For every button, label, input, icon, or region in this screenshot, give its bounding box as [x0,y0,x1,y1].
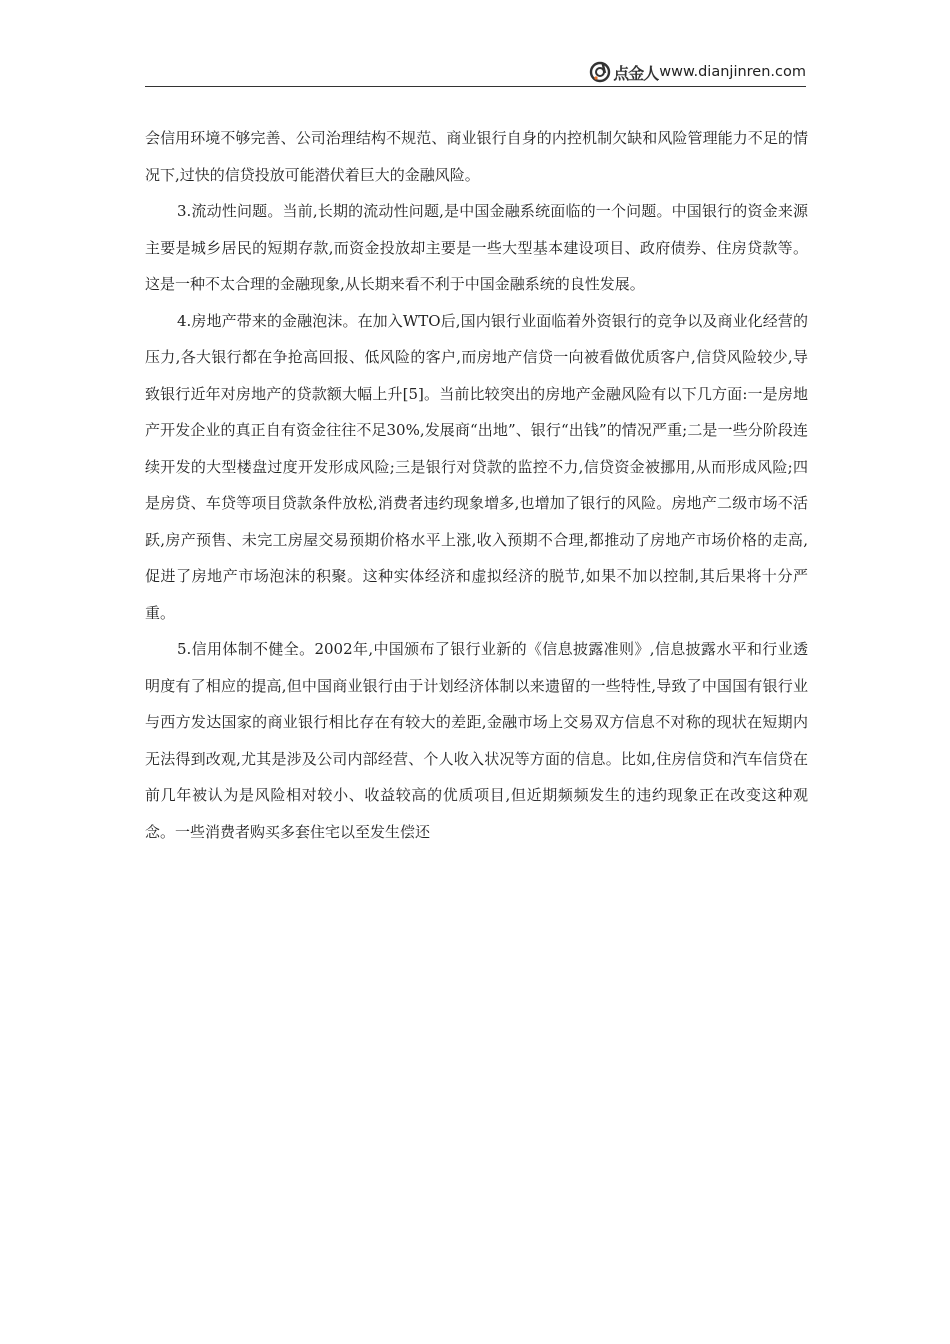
site-logo[interactable] [589,60,806,84]
site-url[interactable]: www.dianjinren.com [659,64,806,80]
paragraph: 5.信用体制不健全。2002年,中国颁布了银行业新的《信息披露准则》,信息披露水平和行业透明度有了相应的提高,但中国商业银行由于计划经济体制以来遗留的一些特性,导致了中国国有银行业与西方发达国家的商业银行相比存在有较大的差距,金融市场上交易双方信息不对称的现状在短期内无法得到改观,尤其是涉及公司内部经营、个人收入状况等方面的信息。比如,住房信贷和汽车信贷在前几年被认为是风险相对较小、收益较高的优质项目,但近期频频发生的违约现象正在改变这种观念。一些消费者购买多套住宅以至发生偿还 [145,640,808,841]
page-header [145,56,806,87]
paragraph: 3.流动性问题。当前,长期的流动性问题,是中国金融系统面临的一个问题。中国银行的资金来源主要是城乡居民的短期存款,而资金投放却主要是一些大型基本建设项目、政府债券、住房贷款等。这是一种不太合理的金融现象,从长期来看不利于中国金融系统的良性发展。 [145,202,808,293]
dianjinren-logo-icon [589,61,611,83]
document-body [145,120,808,850]
logo-text: 点金人 [613,63,659,83]
paragraph: 会信用环境不够完善、公司治理结构不规范、商业银行自身的内控机制欠缺和风险管理能力不足的情况下,过快的信贷投放可能潜伏着巨大的金融风险。 [145,129,808,184]
paragraph: 4.房地产带来的金融泡沫。在加入WTO后,国内银行业面临着外资银行的竞争以及商业化经营的压力,各大银行都在争抢高回报、低风险的客户,而房地产信贷一向被看做优质客户,信贷风险较少,导致银行近年对房地产的贷款额大幅上升[5]。当前比较突出的房地产金融风险有以下几方面:一是房地产开发企业的真正自有资金往往不足30%,发展商“出地”、银行“出钱”的情况严重;二是一些分阶段连续开发的大型楼盘过度开发形成风险;三是银行对贷款的监控不力,信贷资金被挪用,从而形成风险;四是房贷、车贷等项目贷款条件放松,消费者违约现象增多,也增加了银行的风险。房地产二级市场不活跃,房产预售、未完工房屋交易预期价格水平上涨,收入预期不合理,都推动了房地产市场价格的走高,促进了房地产市场泡沫的积聚。这种实体经济和虚拟经济的脱节,如果不加以控制,其后果将十分严重。 [145,311,808,622]
